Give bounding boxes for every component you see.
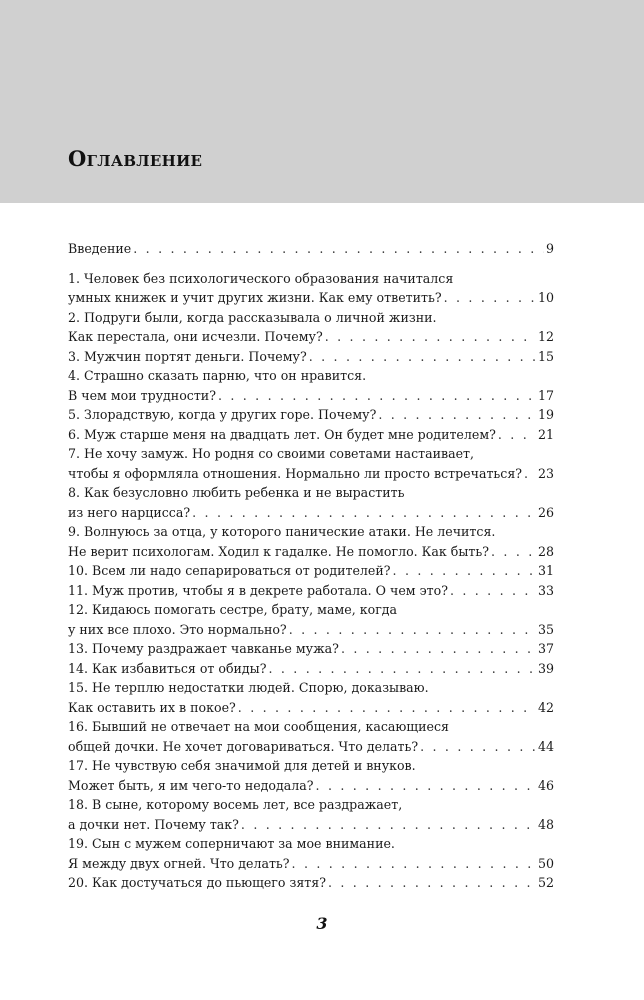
header-band <box>0 0 644 203</box>
toc-entry[interactable] <box>68 678 554 717</box>
dot-leader <box>450 581 536 601</box>
toc-entry-intro[interactable] <box>68 239 554 259</box>
page-number: 3 <box>316 914 328 933</box>
toc-entry-line: 18. В сыне, которому восемь лет, все раздражает, <box>68 797 403 812</box>
dot-leader <box>316 776 536 796</box>
toc-entry[interactable] <box>68 795 554 834</box>
toc-entry[interactable] <box>68 561 554 581</box>
dot-leader <box>309 347 536 367</box>
toc-entry-page: 50 <box>537 855 554 871</box>
toc-entry-page: 44 <box>537 738 554 754</box>
toc-entry-page: 19 <box>537 407 554 422</box>
toc-entry[interactable] <box>68 405 554 425</box>
toc-entry-line: 19. Сын с мужем соперничают за мое внимание. <box>68 836 395 851</box>
toc-entry[interactable] <box>68 717 554 756</box>
dot-leader <box>378 405 536 425</box>
dot-leader <box>192 503 536 523</box>
dot-leader <box>268 659 536 679</box>
toc-entry[interactable] <box>68 600 554 639</box>
toc-entry-page: 28 <box>537 543 554 559</box>
toc-entry-text: 13. Почему раздражает чавканье мужа? <box>68 641 339 656</box>
toc-entry-text: из него нарцисса? <box>68 504 191 520</box>
dot-leader <box>238 698 536 718</box>
toc-entry-text: 10. Всем ли надо сепарироваться от родителей? <box>68 563 391 578</box>
toc-entry-page: 31 <box>537 563 554 578</box>
toc-entry-page: 33 <box>537 582 554 598</box>
toc-entry-text: 5. Злорадствую, когда у других горе. Почему? <box>68 407 377 422</box>
dot-leader <box>133 239 544 259</box>
toc-entry[interactable] <box>68 269 554 308</box>
toc-entry-text: Я между двух огней. Что делать? <box>68 855 290 871</box>
toc-entry[interactable] <box>68 308 554 347</box>
toc-entry-line: 4. Страшно сказать парню, что он нравится. <box>68 368 367 383</box>
toc-entry-line: 8. Как безусловно любить ребенка и не вырастить <box>68 485 405 500</box>
toc-entry-page: 17 <box>537 387 554 403</box>
page-title: Оглавление <box>68 146 203 171</box>
toc-entry-text: 6. Муж старше меня на двадцать лет. Он будет мне родителем? <box>68 426 496 442</box>
toc-entry-page: 46 <box>537 777 554 793</box>
toc-entry-page: 42 <box>537 699 554 715</box>
toc-entry[interactable] <box>68 483 554 522</box>
toc-entry-page: 26 <box>537 504 554 520</box>
toc-entry[interactable] <box>68 756 554 795</box>
toc-entry-line: 15. Не терплю недостатки людей. Спорю, доказываю. <box>68 680 429 695</box>
dot-leader <box>328 873 536 893</box>
toc-entry-page: 21 <box>537 426 554 442</box>
toc-entry-text: умных книжек и учит других жизни. Как ему ответить? <box>68 290 442 305</box>
dot-leader <box>420 737 536 757</box>
toc-entry-line: 7. Не хочу замуж. Но родня со своими советами настаивает, <box>68 446 475 461</box>
toc-entry-text: Как перестала, они исчезли. Почему? <box>68 329 323 344</box>
toc-entry[interactable] <box>68 873 554 893</box>
table-of-contents <box>68 239 554 893</box>
toc-entry-page: 9 <box>545 241 554 256</box>
toc-entry-line: 16. Бывший не отвечает на мои сообщения, касающиеся <box>68 719 449 734</box>
dot-leader <box>218 386 536 406</box>
toc-entry-text: 3. Мужчин портят деньги. Почему? <box>68 348 307 364</box>
toc-entry-text: а дочки нет. Почему так? <box>68 816 239 832</box>
toc-entry-page: 37 <box>537 641 554 656</box>
dot-leader <box>491 542 536 562</box>
dot-leader <box>444 288 536 308</box>
toc-entry-line: 9. Волнуюсь за отца, у которого панические атаки. Не лечится. <box>68 524 496 539</box>
dot-leader <box>524 464 536 484</box>
toc-entry-text: 20. Как достучаться до пьющего зятя? <box>68 875 326 890</box>
dot-leader <box>341 639 536 659</box>
toc-entry-line: 2. Подруги были, когда рассказывала о личной жизни. <box>68 309 437 325</box>
toc-entry-text: Может быть, я им чего-то недодала? <box>68 777 314 793</box>
toc-entry-page: 35 <box>537 621 554 637</box>
toc-entry-line: 17. Не чувствую себя значимой для детей и внуков. <box>68 758 416 773</box>
toc-entry-page: 52 <box>537 875 554 890</box>
dot-leader <box>498 425 536 445</box>
dot-leader <box>393 561 536 581</box>
toc-entry-page: 23 <box>537 465 554 481</box>
toc-entry-page: 15 <box>537 348 554 364</box>
toc-entry-line: 12. Кидаюсь помогать сестре, брату, маме, когда <box>68 602 398 617</box>
toc-entry[interactable] <box>68 347 554 367</box>
toc-entry-text: Введение <box>68 241 132 256</box>
toc-entry[interactable] <box>68 639 554 659</box>
toc-entry-text: 14. Как избавиться от обиды? <box>68 660 267 676</box>
dot-leader <box>241 815 536 835</box>
toc-entry-page: 12 <box>537 329 554 344</box>
toc-entry-page: 10 <box>537 290 554 305</box>
toc-entry[interactable] <box>68 425 554 445</box>
toc-entry[interactable] <box>68 581 554 601</box>
toc-entry-page: 39 <box>537 660 554 676</box>
toc-entry-text: у них все плохо. Это нормально? <box>68 621 287 637</box>
toc-entry[interactable] <box>68 834 554 873</box>
toc-entry-text: общей дочки. Не хочет договариваться. Что делать? <box>68 738 419 754</box>
dot-leader <box>289 620 536 640</box>
toc-entry-text: 11. Муж против, чтобы я в декрете работала. О чем это? <box>68 582 448 598</box>
toc-entry-text: чтобы я оформляла отношения. Нормально ли просто встречаться? <box>68 465 523 481</box>
toc-entry[interactable] <box>68 366 554 405</box>
toc-entry-text: Не верит психологам. Ходил к гадалке. Не помогло. Как быть? <box>68 543 489 559</box>
toc-entry-line: 1. Человек без психологического образования начитался <box>68 270 454 286</box>
toc-entry[interactable] <box>68 659 554 679</box>
toc-entry-page: 48 <box>537 816 554 832</box>
toc-entry-text: Как оставить их в покое? <box>68 699 236 715</box>
dot-leader <box>292 854 536 874</box>
toc-entry[interactable] <box>68 522 554 561</box>
toc-entry[interactable] <box>68 444 554 483</box>
toc-entry-text: В чем мои трудности? <box>68 387 216 403</box>
dot-leader <box>325 327 536 347</box>
